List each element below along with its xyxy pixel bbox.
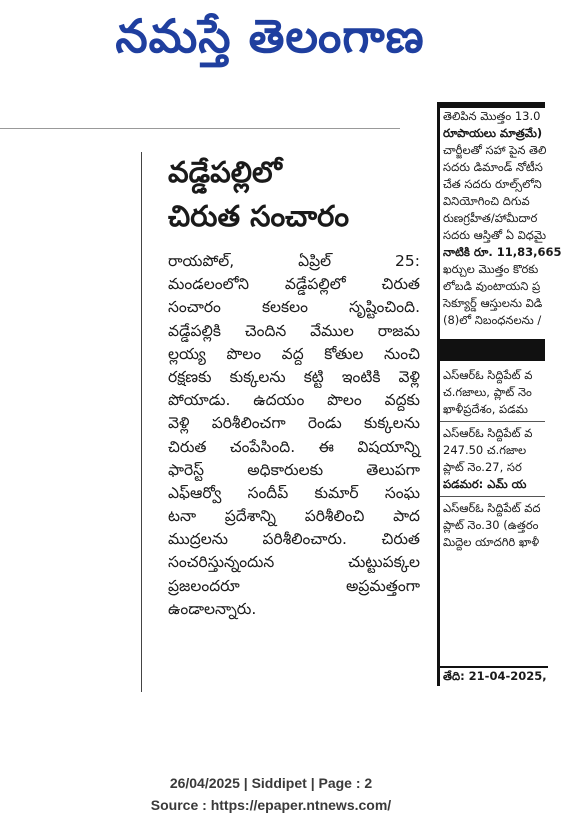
ad-dark-band: [440, 339, 545, 361]
ad-separator: [440, 421, 545, 422]
text-line: టనా ప్రదేశాన్ని పరిశీలించి పాద: [168, 507, 420, 526]
text-line: ఫారెస్ట్ అధికారులకు తెలుపగా: [168, 460, 420, 479]
ad-text-line: నాటికి రూ. 11,83,665: [443, 245, 561, 259]
ad-text-line: రూపాయలు మాత్రమే): [443, 126, 543, 140]
ad-text-line: సెక్యూర్డ్ ఆస్తులను విడి: [443, 296, 543, 310]
text-line: చిరుత చంపేసింది. ఈ విషయాన్ని: [168, 437, 420, 456]
text-line: సంచారం కలకలం సృష్టించింది.: [168, 298, 420, 317]
article-headline-line2: చిరుత సంచారం: [168, 199, 350, 233]
ad-text-line: ఖాళీప్రదేశం, పడమ: [443, 402, 528, 416]
ad-text-line: రుణగ్రహీత/హామీదార: [443, 211, 538, 225]
text-line: పోయాడు. ఉదయం పొలం వద్దకు: [168, 391, 420, 410]
ad-text-line: ప్లాట్ నెం.27, సర: [443, 460, 522, 474]
footer-date-edition: 26/04/2025 | Siddipet | Page : 2: [169, 775, 373, 791]
ad-schedule-3: [440, 500, 545, 551]
ad-date-line: తేది: 21-04-2025,: [440, 666, 548, 688]
text-line: సంచరిస్తున్నందున చుట్టుపక్కల: [168, 553, 420, 572]
article-body: [168, 250, 420, 621]
ad-text-line: చార్జీలతో సహా పైన తెలి: [443, 143, 547, 157]
text-line: వెళ్లి పరిశీలించగా రెండు కుక్కలను: [168, 414, 420, 433]
text-line: ప్రజలందరూ అప్రమత్తంగా: [168, 576, 420, 595]
ad-text-line: పడమర: ఎమ్ య: [443, 477, 527, 491]
ad-text-line: లోబడి వుంటాయని ప్ర: [443, 279, 541, 293]
ad-schedule-1: [440, 367, 545, 418]
ad-text-line: 247.50 చ.గజాల: [443, 443, 527, 457]
ad-text-line: వినియోగించి దిగువ: [443, 194, 530, 208]
ad-text-line: ఖర్చుల మొత్తం కొరకు: [443, 262, 539, 276]
article: [168, 150, 420, 618]
ad-text-line: మిద్దెల యాదగిరి ఖాళీ: [443, 535, 540, 549]
text-line: రక్షణకు కుక్కలను కట్టి ఇంటికి వెళ్లి: [168, 367, 420, 386]
ad-text-line: చ.గజాలు, ప్లాట్ నెం: [443, 385, 532, 399]
page-footer: [0, 772, 542, 816]
horizontal-rule: [0, 128, 400, 129]
ad-separator: [440, 496, 545, 497]
text-line: ఉండాలన్నారు.: [168, 599, 257, 618]
ad-text-line: (8)లో నిబంధనలను /: [443, 313, 542, 327]
article-headline-line1: వడ్డేపల్లిలో: [168, 155, 282, 189]
ad-text-line: ప్లాట్ నెం.30 (ఉత్తరం: [443, 518, 539, 532]
ad-text-line: సదరు ఆస్తితో ఏ విధమై: [443, 228, 547, 242]
public-notice-ad: [437, 102, 561, 686]
ad-text-line: సదరు డిమాండ్ నోటీస: [443, 160, 543, 174]
text-line: రాయపోల్, ఏప్రిల్ 25:: [168, 252, 420, 270]
newspaper-title: నమస్తే తెలంగాణ: [115, 9, 425, 63]
ad-text-line: ఎస్‌ఆర్‌ఓ సిద్దిపేట్ వ: [443, 368, 533, 382]
masthead: [0, 0, 542, 90]
ad-text-line: తెలిపిన మొత్తం 13.0: [443, 109, 541, 123]
text-line: మండలంలోని వడ్డేపల్లిలో చిరుత: [168, 275, 420, 294]
ad-notice-text: [440, 108, 561, 329]
column-divider: [141, 152, 142, 692]
text-line: ల్లయ్య పొలం వద్ద కోతుల నుంచి: [168, 344, 420, 363]
ad-schedule-2: [440, 425, 545, 493]
text-line: వడ్డేపల్లికి చెందిన వేముల రాజమ: [168, 321, 420, 340]
ad-text-line: చేత సదరు రూల్స్‌లోని: [443, 177, 542, 191]
footer-source: Source : https://epaper.ntnews.com/: [150, 797, 392, 813]
text-line: ఎఫ్‌ఆర్వో సందీప్ కుమార్ సంఘ: [168, 483, 420, 502]
text-line: ముద్రలను పరిశీలించారు. చిరుత: [168, 530, 420, 549]
ad-text-line: ఎస్‌ఆర్‌ఓ సిద్దిపేట్ వ: [443, 426, 533, 440]
ad-text-line: ఎస్‌ఆర్‌ఓ సిద్దిపేట్ వద: [443, 501, 541, 515]
